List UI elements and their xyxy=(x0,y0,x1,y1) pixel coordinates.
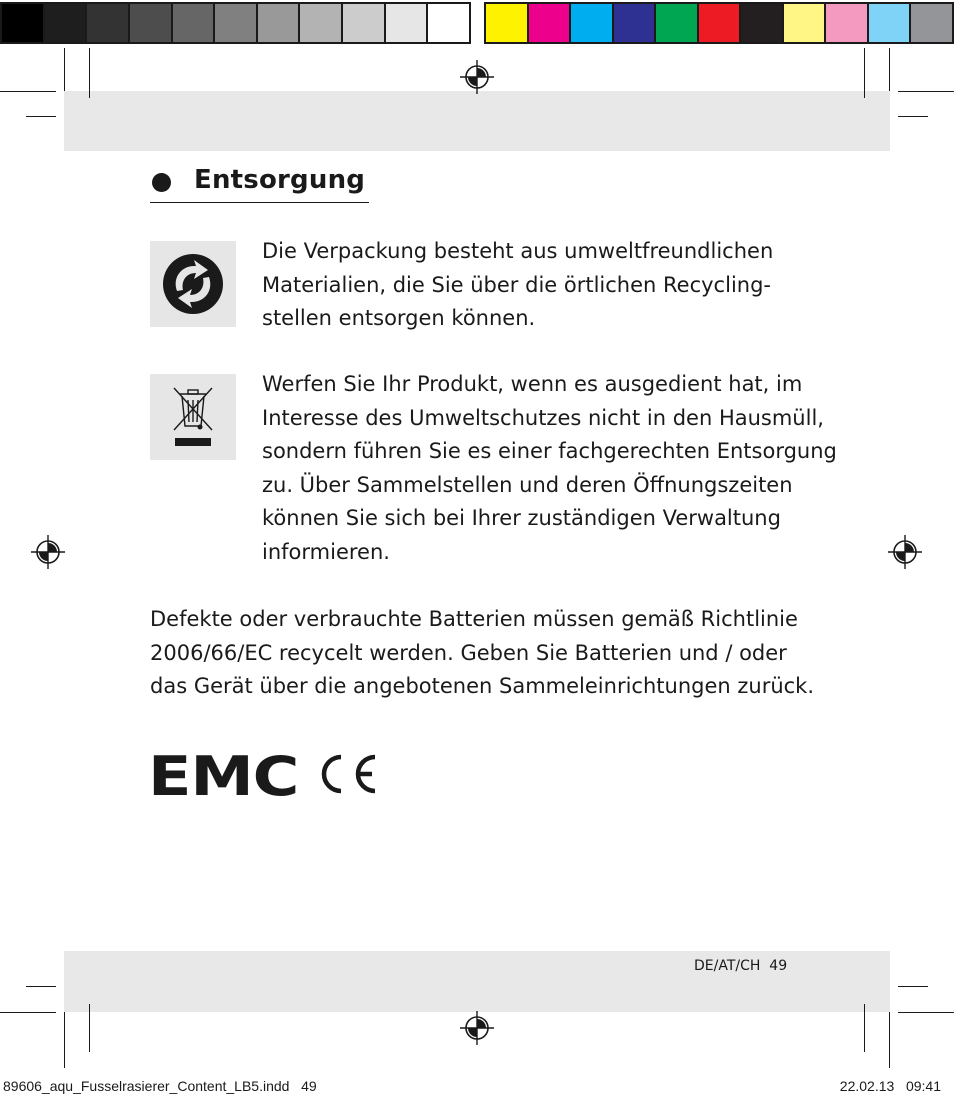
crop-mark xyxy=(898,986,928,987)
paragraph-line: Interesse des Umweltschutzes nicht in den Hausmüll, xyxy=(262,405,824,430)
paragraph-line: zu. Über Sammelstellen und deren Öffnungszeiten xyxy=(262,472,793,497)
recycling-icon-box xyxy=(150,241,236,327)
crop-mark xyxy=(89,1004,90,1052)
registration-mark-icon xyxy=(459,59,495,95)
paragraph-line: sondern führen Sie es einer fachgerechten Entsorgung xyxy=(262,439,837,463)
crop-mark xyxy=(26,986,56,987)
grayscale-swatch xyxy=(428,4,469,42)
crop-mark xyxy=(64,1012,65,1068)
ce-mark-icon xyxy=(314,753,378,795)
process-swatch xyxy=(486,4,529,42)
grayscale-color-bar xyxy=(0,2,471,44)
registration-mark-icon xyxy=(459,1010,495,1046)
crop-mark xyxy=(864,1004,865,1052)
process-swatch xyxy=(614,4,657,42)
product-paragraph xyxy=(262,368,837,569)
slug-file: 89606_aqu_Fusselrasierer_Content_LB5.indd 49 xyxy=(3,1078,317,1094)
grayscale-swatch xyxy=(258,4,301,42)
slug-date: 22.02.13 09:41 xyxy=(839,1078,941,1094)
packaging-paragraph xyxy=(262,235,773,336)
grayscale-swatch xyxy=(2,4,45,42)
grayscale-swatch xyxy=(300,4,343,42)
crop-mark xyxy=(898,116,928,117)
paragraph-line: 2006/66/EC recycelt werden. Geben Sie Batterien und / oder xyxy=(150,640,787,665)
crop-mark xyxy=(26,116,56,117)
grayscale-swatch xyxy=(386,4,429,42)
process-swatch xyxy=(571,4,614,42)
crop-mark xyxy=(898,1012,954,1013)
grayscale-swatch xyxy=(45,4,88,42)
grayscale-swatch xyxy=(215,4,258,42)
top-gray-band xyxy=(64,91,890,151)
paragraph-line: Die Verpackung besteht aus umweltfreundlichen xyxy=(262,239,774,263)
section-heading xyxy=(150,163,369,203)
crop-mark xyxy=(864,48,865,98)
paragraph-line: Werfen Sie Ihr Produkt, wenn es ausgedient hat, im xyxy=(262,372,803,396)
paragraph-line: das Gerät über die angebotenen Sammeleinrichtungen zurück. xyxy=(150,674,815,698)
process-swatch xyxy=(529,4,572,42)
process-swatch xyxy=(784,4,827,42)
crossed-out-wheelie-bin-icon xyxy=(150,374,236,460)
process-swatch xyxy=(656,4,699,42)
grayscale-swatch xyxy=(343,4,386,42)
emc-mark: EMC xyxy=(148,745,299,808)
green-dot-recycling-icon xyxy=(150,241,236,327)
bullet-dot-icon xyxy=(152,173,171,192)
paragraph-line: informieren. xyxy=(262,539,390,564)
crop-mark xyxy=(889,1012,890,1068)
batteries-paragraph xyxy=(150,603,814,704)
paragraph-line: stellen entsorgen können. xyxy=(262,306,536,330)
grayscale-swatch xyxy=(130,4,173,42)
crop-mark xyxy=(0,1012,56,1013)
paragraph-line: Defekte oder verbrauchte Batterien müssen gemäß Richtlinie xyxy=(150,607,798,631)
page-number: DE/AT/CH 49 xyxy=(694,958,788,974)
crop-mark xyxy=(889,48,890,91)
crop-mark xyxy=(64,48,65,91)
process-swatch xyxy=(741,4,784,42)
paragraph-line: können Sie sich bei Ihrer zuständigen Verwaltung xyxy=(262,506,781,530)
crop-mark xyxy=(89,48,90,98)
process-swatch xyxy=(699,4,742,42)
process-swatch xyxy=(911,4,952,42)
weee-icon-box xyxy=(150,374,236,460)
grayscale-swatch xyxy=(173,4,216,42)
registration-mark-icon xyxy=(887,534,923,570)
process-swatch xyxy=(826,4,869,42)
crop-mark xyxy=(0,91,56,92)
registration-mark-icon xyxy=(30,534,66,570)
heading-title: Entsorgung xyxy=(194,165,366,195)
process-swatch xyxy=(869,4,912,42)
grayscale-swatch xyxy=(87,4,130,42)
paragraph-line: Materialien, die Sie über die örtlichen Recycling- xyxy=(262,272,771,297)
crop-mark xyxy=(898,91,954,92)
process-color-bar xyxy=(484,2,954,44)
